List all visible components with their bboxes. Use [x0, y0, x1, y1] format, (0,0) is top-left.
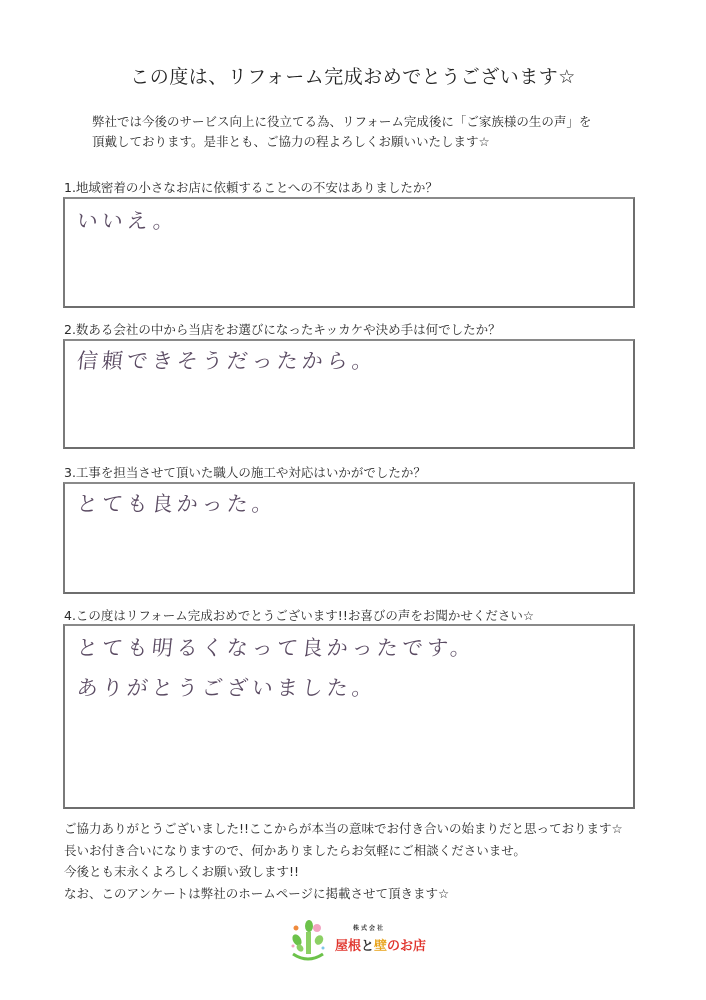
closing-text	[64, 818, 684, 904]
question-2-answer: 信頼できそうだったから。	[75, 349, 379, 373]
question-4-label: 4.この度はリフォーム完成おめでとうございます!!お喜びの声をお聞かせください☆	[64, 608, 535, 623]
question-1-answer: いいえ。	[75, 209, 180, 233]
logo-name-part: 屋根	[335, 939, 362, 954]
logo-company-name	[335, 935, 426, 954]
intro-line: 弊社では今後のサービス向上に役立てる為、リフォーム完成後に「ご家族様の生の声」を	[92, 114, 592, 129]
question-4-answer-line-2: ありがとうございました。	[75, 676, 379, 700]
logo-name-part: 壁	[374, 939, 388, 954]
logo-name-part: と	[361, 939, 375, 954]
intro-line: 頂戴しております。是非とも、ご協力の程よろしくお願いいたします☆	[92, 134, 490, 149]
question-3-answer: とても良かった。	[75, 492, 279, 516]
question-3-answer-box	[63, 482, 635, 594]
question-4-answer-line-1: とても明るくなって良かったです。	[75, 636, 477, 660]
closing-line: 今後とも末永くよろしくお願い致します!!	[64, 864, 300, 879]
logo-company-type: 株式会社	[353, 925, 386, 932]
closing-line: 長いお付き合いになりますので、何かありましたらお気軽にご相談くださいませ。	[64, 842, 526, 858]
company-logo	[285, 918, 425, 962]
question-2-label: 2.数ある会社の中から当店をお選びになったキッカケや決め手は何でしたか？	[64, 322, 501, 337]
intro-text	[92, 112, 652, 152]
closing-line: ご協力ありがとうございました!!ここからが本当の意味でお付き合いの始まりだと思っております☆	[64, 821, 623, 836]
closing-line: なお、このアンケートは弊社のホームページに掲載させて頂きます☆	[64, 885, 450, 901]
page-title: この度は、リフォーム完成おめでとうございます☆	[130, 66, 576, 88]
question-1-answer-box	[63, 197, 635, 308]
logo-name-part: のお店	[387, 939, 427, 954]
question-2-answer-box	[63, 339, 635, 449]
question-4-answer-box	[63, 624, 635, 809]
question-3-label: 3.工事を担当させて頂いた職人の施工や対応はいかがでしたか？	[64, 465, 426, 480]
question-1-label: 1.地域密着の小さなお店に依頼することへの不安はありましたか？	[64, 180, 438, 195]
tree-logo-icon	[285, 918, 331, 962]
